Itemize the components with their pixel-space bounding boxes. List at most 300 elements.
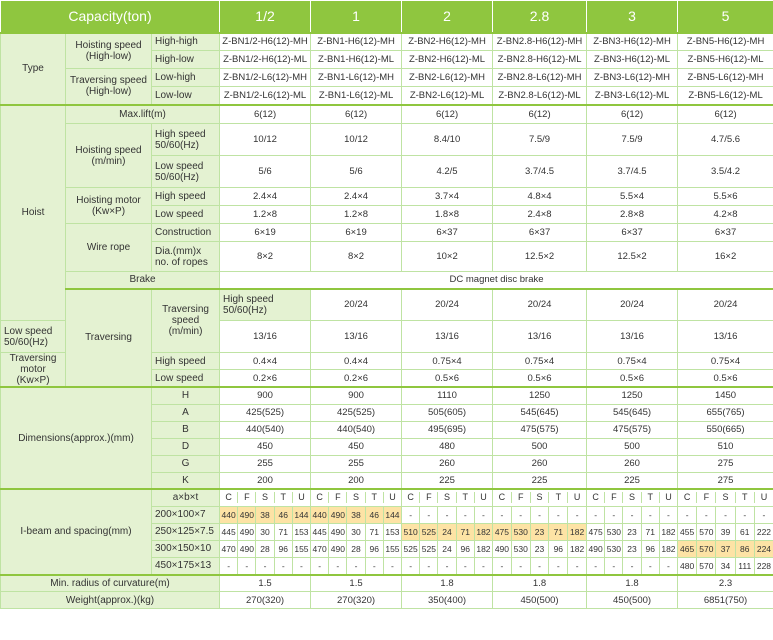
ibeam-letter: S: [623, 492, 641, 503]
min-radius-label: Min. radius of curvature(m): [1, 575, 220, 592]
ibeam-cell: -: [420, 558, 438, 574]
table-row: [1, 272, 773, 289]
ibeam-group: [220, 541, 310, 557]
value-cell: 5.5×6: [678, 188, 773, 206]
ibeam-cell: 222: [756, 526, 772, 537]
ibeam-cell: 525: [402, 541, 420, 557]
ibeam-cell: 490: [329, 541, 347, 557]
dimension-row-label: B: [152, 421, 220, 438]
value-cell: Z-BN1-L6(12)-MH: [311, 69, 402, 87]
ibeam-cell: 38: [256, 507, 274, 523]
value-cell: 275: [678, 472, 773, 489]
value-cell: 900: [311, 387, 402, 404]
ibeam-cell: 96: [642, 541, 660, 557]
ibeam-letters: [678, 492, 773, 503]
ibeam-cell: -: [438, 507, 456, 523]
value-cell: 0.2×6: [220, 370, 311, 387]
capacity-4: 3: [587, 1, 678, 33]
ibeam-cell: 440: [311, 507, 329, 523]
ibeam-cell: 525: [420, 524, 438, 540]
value-cell: 0.75×4: [678, 353, 773, 370]
ibeam-cell: -: [275, 558, 293, 574]
ibeam-cell: -: [678, 507, 697, 523]
ibeam-cell: 28: [347, 541, 365, 557]
ibeam-group: [678, 524, 773, 540]
ibeam-letter: U: [480, 492, 487, 503]
value-cell: 550(665): [678, 421, 773, 438]
value-cell: 1.5: [220, 575, 311, 592]
ibeam-cell: -: [402, 558, 420, 574]
ibeam-cell: -: [623, 558, 641, 574]
ibeam-cell: 490: [493, 541, 512, 557]
ibeam-size-label: 450×175×13: [152, 557, 220, 575]
ibeam-letter: C: [402, 492, 420, 503]
ibeam-group-cell: [678, 506, 773, 523]
ibeam-letter: S: [347, 492, 365, 503]
ibeam-cell: -: [531, 558, 550, 574]
table-row: [1, 592, 773, 609]
ibeam-letter: F: [697, 492, 716, 503]
ibeam-cell: 510: [402, 524, 420, 540]
dimension-row-label: D: [152, 438, 220, 455]
value-cell: 6(12): [587, 105, 678, 124]
ibeam-letters-cell: [493, 489, 587, 506]
ibeam-cell: 30: [256, 524, 274, 540]
dimension-row-label: A: [152, 404, 220, 421]
ibeam-cell: 144: [384, 507, 401, 523]
ibeam-cell: 111: [736, 558, 755, 574]
value-cell: 20/24: [493, 289, 587, 321]
value-cell: Z-BN1/2-L6(12)-MH: [220, 69, 311, 87]
value-cell: 6(12): [311, 105, 402, 124]
ibeam-group-cell: [493, 523, 587, 540]
ibeam-cell: 224: [755, 541, 773, 557]
tmotor-row-label: Low speed: [152, 370, 220, 387]
type-label: Type: [1, 33, 66, 105]
ibeam-letter: F: [329, 492, 347, 503]
hoisting-speed-label: Hoisting speed (High-low): [66, 33, 152, 69]
ibeam-letters: [493, 492, 586, 503]
ibeam-cell: -: [512, 507, 531, 523]
ibeam-cell: -: [736, 507, 755, 523]
value-cell: Z-BN1/2-H6(12)-MH: [220, 33, 311, 51]
value-cell: 225: [587, 472, 678, 489]
ibeam-letters-cell: [402, 489, 493, 506]
value-cell: 1110: [402, 387, 493, 404]
ibeam-letter: S: [256, 492, 274, 503]
ibeam-group: [402, 541, 492, 557]
ibeam-cell: -: [438, 558, 456, 574]
ibeam-cell: 46: [275, 507, 293, 523]
value-cell: Z-BN2.8-L6(12)-MH: [493, 69, 587, 87]
ibeam-cell: -: [587, 507, 605, 523]
ibeam-cell: -: [605, 507, 623, 523]
ibeam-cell: 155: [385, 543, 400, 554]
ibeam-cell: 490: [329, 507, 347, 523]
value-cell: 260: [587, 455, 678, 472]
ibeam-letter: S: [531, 492, 550, 503]
ibeam-cell: -: [605, 558, 623, 574]
value-cell: 12.5×2: [493, 242, 587, 272]
value-cell: 495(695): [402, 421, 493, 438]
speed-row-label: Low speed 50/60(Hz): [152, 156, 220, 188]
value-cell: 3.7/4.5: [587, 156, 678, 188]
ibeam-group-cell: [220, 540, 311, 557]
value-cell: 0.4×4: [311, 353, 402, 370]
ibeam-cell: 39: [716, 524, 735, 540]
value-cell: 1450: [678, 387, 773, 404]
value-cell: Z-BN1-H6(12)-ML: [311, 51, 402, 69]
value-cell: 1.2×8: [311, 206, 402, 224]
value-cell: 20/24: [311, 289, 402, 321]
ibeam-cell: -: [716, 507, 735, 523]
traversing-motor-label: Traversing motor (Kw×P): [1, 353, 66, 388]
ibeam-letter: U: [665, 492, 672, 503]
ibeam-cell: 228: [756, 560, 772, 571]
value-cell: 450: [220, 438, 311, 455]
type-row-label: High-low: [152, 51, 220, 69]
ibeam-letter: U: [573, 492, 581, 503]
value-cell: 0.2×6: [311, 370, 402, 387]
ibeam-group: [402, 558, 492, 574]
dimensions-label: Dimensions(approx.)(mm): [1, 387, 152, 489]
ibeam-cell: -: [457, 507, 475, 523]
ibeam-cell: 570: [697, 541, 716, 557]
ibeam-cell: -: [762, 509, 766, 520]
value-cell: 225: [493, 472, 587, 489]
ibeam-group-cell: [220, 557, 311, 575]
traversing-label: Traversing: [66, 289, 152, 388]
table-row: [1, 69, 773, 87]
dimension-row-label: K: [152, 472, 220, 489]
ibeam-cell: 182: [661, 526, 676, 537]
ibeam-cell: 28: [256, 541, 274, 557]
ibeam-group: [587, 541, 677, 557]
value-cell: 4.2×8: [678, 206, 773, 224]
ibeam-letter: C: [220, 492, 238, 503]
value-cell: 13/16: [678, 321, 773, 353]
ibeam-cell: 153: [385, 526, 400, 537]
value-cell: Z-BN2-L6(12)-ML: [402, 87, 493, 105]
value-cell: 6(12): [493, 105, 587, 124]
type-row-label: Low-high: [152, 69, 220, 87]
value-cell: 450(500): [587, 592, 678, 609]
ibeam-cell: 530: [605, 541, 623, 557]
ibeam-cell: -: [549, 507, 568, 523]
value-cell: 475(575): [493, 421, 587, 438]
spec-table-body: [1, 1, 773, 609]
ibeam-cell: -: [391, 560, 394, 571]
value-cell: Z-BN3-L6(12)-MH: [587, 69, 678, 87]
value-cell: 275: [678, 455, 773, 472]
ibeam-cell: -: [238, 558, 256, 574]
ibeam-cell: 570: [697, 524, 716, 540]
value-cell: Z-BN2-H6(12)-ML: [402, 51, 493, 69]
ibeam-cell: 470: [220, 541, 238, 557]
ibeam-cell: -: [482, 560, 485, 571]
ibeam-letter: F: [420, 492, 438, 503]
ibeam-letters: [311, 492, 401, 503]
value-cell: 13/16: [220, 321, 311, 353]
ibeam-group: [587, 558, 677, 574]
ibeam-letter: T: [366, 492, 384, 503]
value-cell: 7.5/9: [493, 124, 587, 156]
ibeam-letter: U: [298, 492, 305, 503]
value-cell: Z-BN5-L6(12)-ML: [678, 87, 773, 105]
value-cell: 440(540): [311, 421, 402, 438]
value-cell: 6×37: [493, 224, 587, 242]
dimension-row-label: G: [152, 455, 220, 472]
ibeam-group-cell: [402, 523, 493, 540]
ibeam-group: [402, 507, 492, 523]
value-cell: 545(645): [493, 404, 587, 421]
ibeam-group: [311, 558, 401, 574]
ibeam-letter: F: [512, 492, 531, 503]
value-cell: 545(645): [587, 404, 678, 421]
ibeam-letter: C: [311, 492, 329, 503]
motor-row-label: High speed: [152, 188, 220, 206]
ibeam-letter: F: [238, 492, 256, 503]
ibeam-cell: 465: [678, 541, 697, 557]
weight-label: Weight(approx.)(kg): [1, 592, 220, 609]
motor-row-label: Low speed: [152, 206, 220, 224]
ibeam-group-cell: [311, 557, 402, 575]
capacity-1: 1: [311, 1, 402, 33]
value-cell: 0.4×4: [220, 353, 311, 370]
value-cell: 1250: [493, 387, 587, 404]
value-cell: 260: [493, 455, 587, 472]
ibeam-cell: -: [493, 507, 512, 523]
table-row: [1, 1, 773, 33]
hoist-label: Hoist: [1, 105, 66, 321]
value-cell: 4.7/5.6: [678, 124, 773, 156]
value-cell: 255: [311, 455, 402, 472]
ibeam-size-label: 300×150×10: [152, 540, 220, 557]
ibeam-cell: 525: [420, 541, 438, 557]
capacity-2: 2: [402, 1, 493, 33]
ibeam-group-cell: [587, 540, 678, 557]
ibeam-cell: 470: [311, 541, 329, 557]
ibeam-group-cell: [493, 557, 587, 575]
table-row: [1, 289, 773, 321]
ibeam-cell: -: [482, 509, 485, 520]
ibeam-group: [678, 541, 773, 557]
ibeam-cell: 530: [512, 541, 531, 557]
ibeam-cell: 86: [736, 541, 755, 557]
ibeam-group-cell: [587, 523, 678, 540]
ibeam-cell: 46: [366, 507, 384, 523]
value-cell: Z-BN3-L6(12)-ML: [587, 87, 678, 105]
ibeam-cell: -: [575, 560, 579, 571]
ibeam-group-cell: [220, 506, 311, 523]
tspeed-row-label: High speed 50/60(Hz): [220, 289, 311, 321]
ibeam-letter: C: [493, 492, 512, 503]
table-row: [1, 387, 773, 404]
value-cell: 3.5/4.2: [678, 156, 773, 188]
value-cell: 1.8: [493, 575, 587, 592]
ibeam-size-label: 200×100×7: [152, 506, 220, 523]
ibeam-cell: -: [549, 558, 568, 574]
ibeam-letter: S: [438, 492, 456, 503]
table-row: [1, 124, 773, 156]
value-cell: Z-BN1-H6(12)-MH: [311, 33, 402, 51]
value-cell: 10×2: [402, 242, 493, 272]
ibeam-cell: 490: [238, 541, 256, 557]
ibeam-cell: -: [512, 558, 531, 574]
value-cell: 20/24: [678, 289, 773, 321]
ibeam-cell: -: [642, 558, 660, 574]
ibeam-letter: C: [678, 492, 697, 503]
ibeam-letters: [220, 492, 310, 503]
value-cell: 3.7×4: [402, 188, 493, 206]
value-cell: 20/24: [402, 289, 493, 321]
value-cell: 350(400): [402, 592, 493, 609]
tmotor-row-label: High speed: [152, 353, 220, 370]
ibeam-letter: T: [275, 492, 293, 503]
ibeam-letters-cell: [587, 489, 678, 506]
ibeam-cell: 153: [294, 526, 309, 537]
value-cell: 225: [402, 472, 493, 489]
capacity-0: 1/2: [220, 1, 311, 33]
value-cell: Z-BN5-L6(12)-MH: [678, 69, 773, 87]
ibeam-group: [493, 524, 586, 540]
ibeam-cell: 182: [476, 543, 491, 554]
ibeam-cell: 96: [366, 541, 384, 557]
value-cell: Z-BN5-H6(12)-MH: [678, 33, 773, 51]
value-cell: 3.7/4.5: [493, 156, 587, 188]
ibeam-cell: 71: [457, 524, 475, 540]
rope-row-label: Dia.(mm)x no. of ropes: [152, 242, 220, 272]
ibeam-cell: 30: [347, 524, 365, 540]
value-cell: 655(765): [678, 404, 773, 421]
value-cell: 0.75×4: [587, 353, 678, 370]
axbxt-label: a×b×t: [152, 489, 220, 506]
value-cell: 8×2: [220, 242, 311, 272]
value-cell: 480: [402, 438, 493, 455]
ibeam-group-cell: [587, 506, 678, 523]
type-row-label: Low-low: [152, 87, 220, 105]
ibeam-cell: -: [575, 509, 579, 520]
ibeam-group-cell: [311, 540, 402, 557]
ibeam-cell: 155: [294, 543, 309, 554]
ibeam-group-cell: [311, 506, 402, 523]
ibeam-cell: 144: [293, 507, 310, 523]
ibeam-label: I-beam and spacing(mm): [1, 489, 152, 575]
capacity-5: 5: [678, 1, 773, 33]
ibeam-group: [220, 524, 310, 540]
value-cell: 8.4/10: [402, 124, 493, 156]
table-row: [1, 224, 773, 242]
ibeam-cell: -: [623, 507, 641, 523]
ibeam-letter: T: [549, 492, 568, 503]
value-cell: Z-BN3-H6(12)-ML: [587, 51, 678, 69]
value-cell: 6(12): [402, 105, 493, 124]
value-cell: 13/16: [402, 321, 493, 353]
value-cell: 1.8×8: [402, 206, 493, 224]
wire-rope-label: Wire rope: [66, 224, 152, 272]
ibeam-group: [678, 558, 773, 574]
value-cell: Z-BN2-H6(12)-MH: [402, 33, 493, 51]
hoisting-motor-label: Hoisting motor (Kw×P): [66, 188, 152, 224]
value-cell: 1.8: [402, 575, 493, 592]
ibeam-cell: 24: [438, 541, 456, 557]
ibeam-cell: 490: [238, 524, 256, 540]
ibeam-letters-cell: [311, 489, 402, 506]
table-row: [1, 489, 773, 506]
value-cell: Z-BN2.8-H6(12)-MH: [493, 33, 587, 51]
ibeam-cell: -: [642, 507, 660, 523]
ibeam-cell: 23: [623, 524, 641, 540]
ibeam-cell: 182: [570, 543, 585, 554]
ibeam-cell: -: [420, 507, 438, 523]
ibeam-cell: 182: [568, 524, 586, 540]
value-cell: 5.5×4: [587, 188, 678, 206]
ibeam-letter: F: [605, 492, 623, 503]
ibeam-cell: 96: [457, 541, 475, 557]
value-cell: 2.3: [678, 575, 773, 592]
ibeam-cell: 96: [549, 541, 568, 557]
ibeam-group-cell: [493, 506, 587, 523]
value-cell: 4.8×4: [493, 188, 587, 206]
ibeam-cell: -: [457, 558, 475, 574]
value-cell: 425(525): [311, 404, 402, 421]
ibeam-cell: -: [366, 558, 384, 574]
ibeam-cell: 182: [661, 543, 676, 554]
value-cell: 0.5×6: [587, 370, 678, 387]
brake-label: Brake: [66, 272, 220, 289]
value-cell: 13/16: [311, 321, 402, 353]
value-cell: 7.5/9: [587, 124, 678, 156]
value-cell: 500: [493, 438, 587, 455]
ibeam-cell: 480: [678, 558, 697, 574]
ibeam-cell: -: [667, 509, 670, 520]
ibeam-letter: T: [736, 492, 755, 503]
max-lift-label: Max.lift(m): [66, 105, 220, 124]
ibeam-group: [311, 524, 401, 540]
value-cell: 6×37: [678, 224, 773, 242]
value-cell: 900: [220, 387, 311, 404]
value-cell: Z-BN2.8-H6(12)-ML: [493, 51, 587, 69]
ibeam-group: [587, 524, 677, 540]
capacity-3: 2.8: [493, 1, 587, 33]
ibeam-cell: 490: [238, 507, 256, 523]
value-cell: 505(605): [402, 404, 493, 421]
ibeam-cell: -: [300, 560, 303, 571]
rope-row-label: Construction: [152, 224, 220, 242]
value-cell: 6(12): [678, 105, 773, 124]
value-cell: 6×37: [587, 224, 678, 242]
ibeam-cell: 37: [716, 541, 735, 557]
value-cell: 20/24: [587, 289, 678, 321]
ibeam-cell: 475: [493, 524, 512, 540]
value-cell: 6×19: [311, 224, 402, 242]
value-cell: 6×19: [220, 224, 311, 242]
ibeam-cell: -: [311, 558, 329, 574]
ibeam-group: [402, 524, 492, 540]
ibeam-group-cell: [402, 557, 493, 575]
ibeam-group: [678, 507, 773, 523]
ibeam-group-cell: [678, 540, 773, 557]
ibeam-group: [311, 541, 401, 557]
value-cell: 10/12: [311, 124, 402, 156]
value-cell: 200: [311, 472, 402, 489]
value-cell: 10/12: [220, 124, 311, 156]
value-cell: 425(525): [220, 404, 311, 421]
value-cell: Z-BN2.8-L6(12)-ML: [493, 87, 587, 105]
ibeam-letter: S: [716, 492, 735, 503]
ibeam-cell: 490: [329, 524, 347, 540]
value-cell: 13/16: [587, 321, 678, 353]
